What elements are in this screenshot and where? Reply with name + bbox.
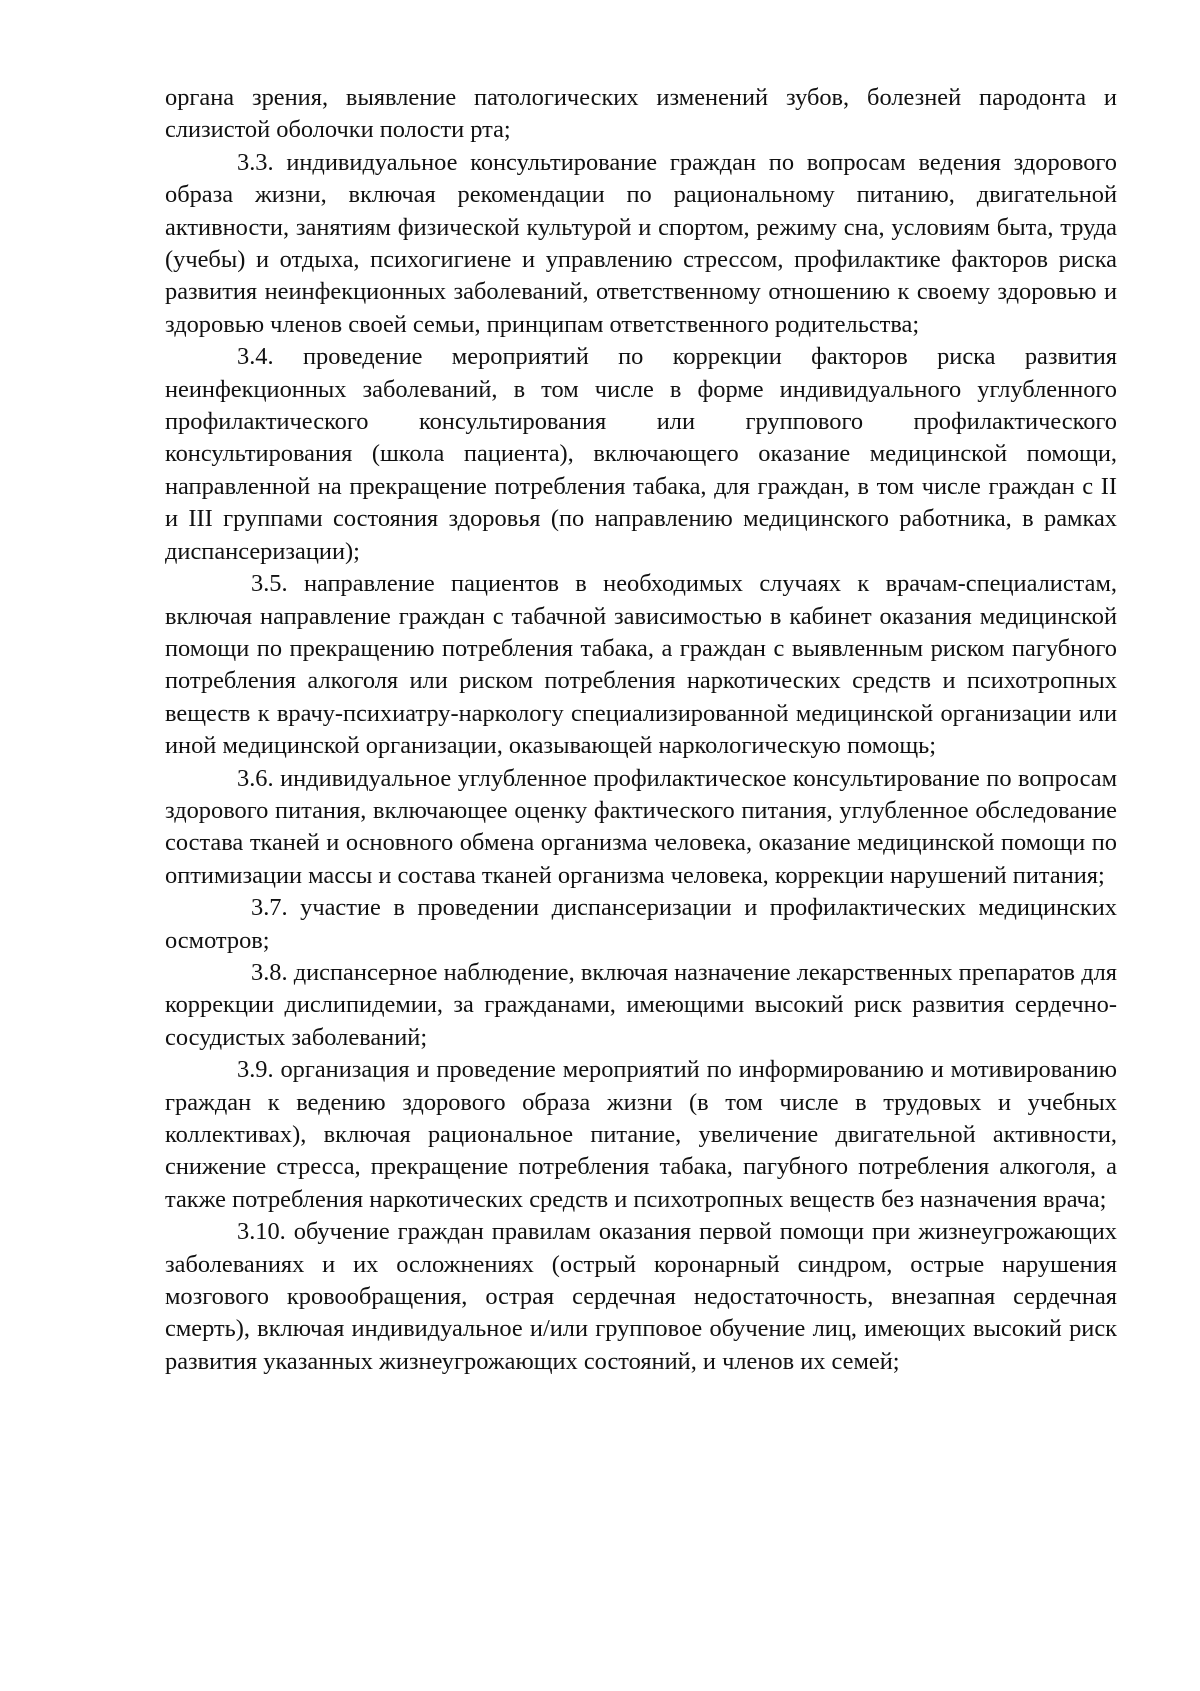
paragraph-continuation: органа зрения, выявление патологических изменений зубов, болезней пародонта и слизистой оболочки полости рта; bbox=[165, 84, 1117, 144]
paragraph-3-10: 3.10. обучение граждан правилам оказания первой помощи при жизнеугрожающих заболеваниях и их осложнениях (острый коронарный синдром, острые нарушения мозгового кровообращения, острая сердечная недостаточность, внезапная сердечная смерть), включая индивидуальное и/или групповое обучение лиц, имеющих высокий риск развития указанных жизнеугрожающих состояний, и членов их семей; bbox=[165, 1218, 1117, 1375]
paragraph-3-8: 3.8. диспансерное наблюдение, включая назначение лекарственных препаратов для коррекции дислипидемии, за гражданами, имеющими высокий риск развития сердечно-сосудистых заболеваний; bbox=[165, 958, 1117, 1051]
paragraph-3-4: 3.4. проведение мероприятий по коррекции факторов риска развития неинфекционных заболеваний, в том числе в форме индивидуального углубленного профилактического консультирования или группового профилактического консультирования (школа пациента), включающего оказание медицинской помощи, направленной на прекращение потребления табака, для граждан, в том числе граждан с II и III группами состояния здоровья (по направлению медицинского работника, в рамках диспансеризации); bbox=[165, 343, 1117, 565]
paragraph-3-5: 3.5. направление пациентов в необходимых случаях к врачам-специалистам, включая направление граждан с табачной зависимостью в кабинет оказания медицинской помощи по прекращению потребления табака, а граждан с выявленным риском пагубного потребления алкоголя или риском потребления наркотических средств и психотропных веществ к врачу-психиатру-наркологу специализированной медицинской организации или иной медицинской организации, оказывающей наркологическую помощь; bbox=[165, 570, 1117, 760]
document-page bbox=[165, 82, 1117, 1378]
paragraph-3-6: 3.6. индивидуальное углубленное профилактическое консультирование по вопросам здорового питания, включающее оценку фактического питания, углубленное обследование состава тканей и основного обмена организма человека, оказание медицинской помощи по оптимизации массы и состава тканей организма человека, коррекции нарушений питания; bbox=[165, 764, 1117, 889]
paragraph-3-9: 3.9. организация и проведение мероприятий по информированию и мотивированию граждан к ведению здорового образа жизни (в том числе в трудовых и учебных коллективах), включая рациональное питание, увеличение двигательной активности, снижение стресса, прекращение потребления табака, пагубного потребления алкоголя, а также потребления наркотических средств и психотропных веществ без назначения врача; bbox=[165, 1056, 1117, 1213]
paragraph-3-7: 3.7. участие в проведении диспансеризации и профилактических медицинских осмотров; bbox=[165, 894, 1117, 954]
paragraph-3-3: 3.3. индивидуальное консультирование граждан по вопросам ведения здорового образа жизни, включая рекомендации по рациональному питанию, двигательной активности, занятиям физической культурой и спортом, режиму сна, условиям быта, труда (учебы) и отдыха, психогигиене и управлению стрессом, профилактике факторов риска развития неинфекционных заболеваний, ответственному отношению к своему здоровью и здоровью членов своей семьи, принципам ответственного родительства; bbox=[165, 148, 1117, 338]
